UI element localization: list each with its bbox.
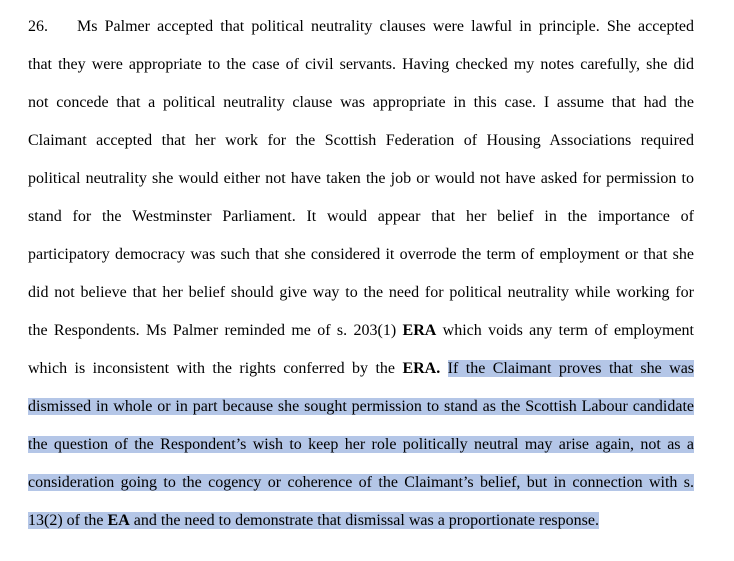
highlighted-text: consideration going to the cogency or coherence of the Claimant’s belief, but in connection with s. [28, 474, 694, 491]
line-text: 13(2) of the [28, 512, 108, 529]
line-text: Ms Palmer accepted that political neutrality clauses were lawful in principle. She accepted [77, 18, 694, 35]
text-line-12 [28, 435, 694, 455]
highlighted-text: the question of the Respondent’s wish to keep her role politically neutral may arise again, not as a [28, 436, 694, 453]
text-line-11 [28, 397, 694, 417]
line-text: that they were appropriate to the case of civil servants. Having checked my notes carefully, she did [28, 56, 694, 73]
text-line-1 [28, 17, 694, 37]
text-line-7 [28, 245, 694, 265]
text-line-8 [28, 283, 694, 303]
text-line-2 [28, 55, 694, 75]
bold-term-ea: EA [107, 512, 130, 529]
line-text: the Respondents. Ms Palmer reminded me of s. 203(1) [28, 322, 403, 339]
highlighted-text: dismissed in whole or in part because she sought permission to stand as the Scottish Labour candidate [28, 398, 694, 415]
text-line-10 [28, 359, 694, 379]
line-text: participatory democracy was such that she considered it overrode the term of employment or that she [28, 246, 694, 263]
text-line-13 [28, 473, 694, 493]
text-line-5 [28, 169, 694, 189]
line-text: stand for the Westminster Parliament. It would appear that her belief in the importance of [28, 208, 694, 225]
line-text: which is inconsistent with the rights conferred by the [28, 360, 403, 377]
text-line-3 [28, 93, 694, 113]
bold-term-era: ERA [402, 322, 437, 339]
line-text: not concede that a political neutrality clause was appropriate in this case. I assume that had the [28, 94, 694, 111]
text-line-14 [28, 511, 694, 531]
highlighted-text: If the Claimant proves that she was [447, 360, 695, 377]
line-text: political neutrality she would either not have taken the job or would not have asked for permission to [28, 170, 694, 187]
text-line-9 [28, 321, 694, 341]
highlighted-text [28, 512, 599, 529]
text-line-6 [28, 207, 694, 227]
line-text: which voids any term of employment [436, 322, 694, 339]
line-text [440, 360, 447, 377]
paragraph-number: 26. [28, 18, 48, 35]
bold-term-era: ERA. [402, 360, 441, 377]
text-line-4 [28, 131, 694, 151]
line-text: and the need to demonstrate that dismissal was a proportionate response. [129, 512, 599, 529]
line-text: did not believe that her belief should give way to the need for political neutrality while working for [28, 284, 694, 301]
line-text: Claimant accepted that her work for the Scottish Federation of Housing Associations required [28, 132, 694, 149]
